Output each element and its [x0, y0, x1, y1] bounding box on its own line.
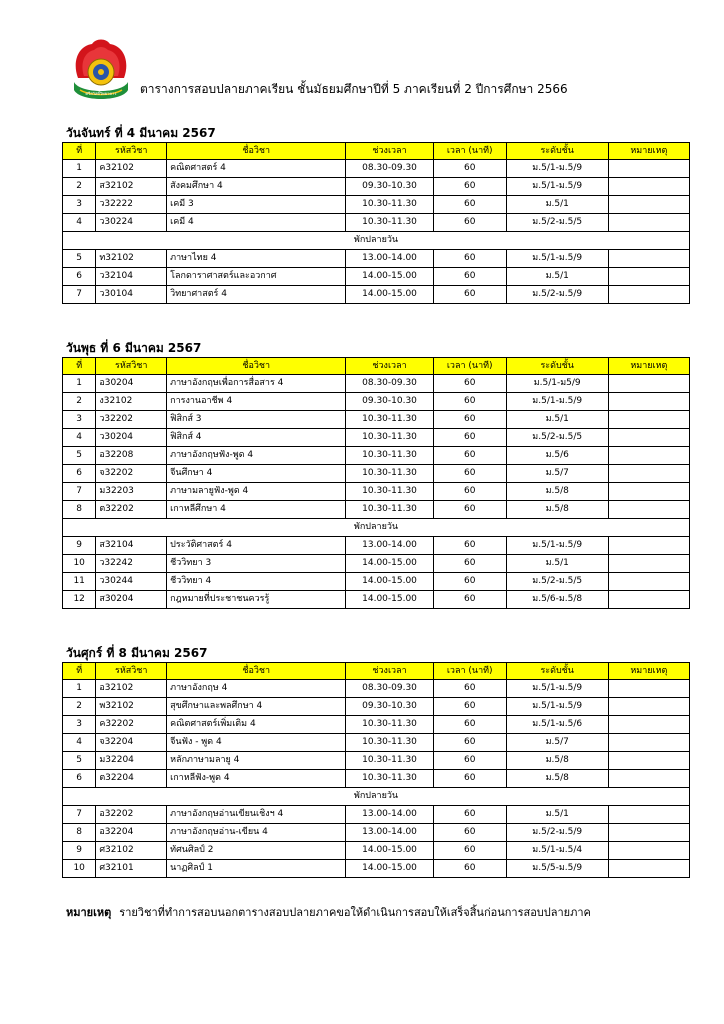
col-no: 2 — [63, 698, 96, 716]
col-minutes: 60 — [433, 483, 506, 501]
col-remark — [608, 178, 689, 196]
school-emblem-icon — [70, 38, 132, 108]
col-no: 3 — [63, 411, 96, 429]
col-remark — [608, 465, 689, 483]
col-level: ม.5/1-ม.5/4 — [506, 842, 608, 860]
col-time: 14.00-15.00 — [346, 573, 433, 591]
col-no: 7 — [63, 286, 96, 304]
col-level: ม.5/5-ม.5/9 — [506, 860, 608, 878]
col-name: เคมี 3 — [167, 196, 346, 214]
col-remark — [608, 806, 689, 824]
col-name: ประวัติศาสตร์ 4 — [167, 537, 346, 555]
col-code: ว32222 — [96, 196, 167, 214]
col-level: ม.5/1-ม.5/6 — [506, 716, 608, 734]
col-minutes: 60 — [433, 752, 506, 770]
col-time: 14.00-15.00 — [346, 555, 433, 573]
day-heading: วันจันทร์ ที่ 4 มีนาคม 2567 — [66, 126, 216, 140]
col-no: 5 — [63, 250, 96, 268]
break-label: พักปลายวัน — [63, 232, 690, 250]
table-row — [63, 286, 690, 304]
col-name: วิทยาศาสตร์ 4 — [167, 286, 346, 304]
col-no: 4 — [63, 734, 96, 752]
break-row — [63, 232, 690, 250]
col-name: การงานอาชีพ 4 — [167, 393, 346, 411]
col-remark — [608, 393, 689, 411]
day-section-wednesday — [62, 339, 690, 609]
col-no: 9 — [63, 537, 96, 555]
col-time: 09.30-10.30 — [346, 393, 433, 411]
table-row — [63, 734, 690, 752]
col-no: 10 — [63, 555, 96, 573]
column-header-code: รหัสวิชา — [96, 143, 167, 160]
col-code: ว32104 — [96, 268, 167, 286]
col-code: พ32102 — [96, 698, 167, 716]
table-row — [63, 573, 690, 591]
column-header-name: ชื่อวิชา — [167, 143, 346, 160]
table-row — [63, 375, 690, 393]
table-row — [63, 483, 690, 501]
col-remark — [608, 860, 689, 878]
column-header-code: รหัสวิชา — [96, 663, 167, 680]
col-code: ส30204 — [96, 591, 167, 609]
col-remark — [608, 591, 689, 609]
column-header-minutes: เวลา (นาที) — [433, 663, 506, 680]
column-header-no: ที่ — [63, 663, 96, 680]
col-remark — [608, 411, 689, 429]
col-remark — [608, 680, 689, 698]
column-header-remark: หมายเหตุ — [608, 663, 689, 680]
col-minutes: 60 — [433, 680, 506, 698]
col-time: 10.30-11.30 — [346, 483, 433, 501]
table-header-row — [63, 143, 690, 160]
col-level: ม.5/1-ม.5/9 — [506, 698, 608, 716]
col-level: ม.5/1-ม.5/9 — [506, 393, 608, 411]
col-no: 7 — [63, 483, 96, 501]
col-remark — [608, 842, 689, 860]
col-minutes: 60 — [433, 555, 506, 573]
col-minutes: 60 — [433, 447, 506, 465]
col-name: เกาหลีฟัง-พูด 4 — [167, 770, 346, 788]
exam-table — [62, 357, 690, 609]
footer-note-label: หมายเหตุ — [66, 906, 112, 919]
col-no: 11 — [63, 573, 96, 591]
footer-note — [66, 903, 591, 921]
table-row — [63, 555, 690, 573]
col-minutes: 60 — [433, 698, 506, 716]
col-level: ม.5/2-ม.5/5 — [506, 429, 608, 447]
table-header-row — [63, 358, 690, 375]
col-time: 14.00-15.00 — [346, 591, 433, 609]
col-minutes: 60 — [433, 393, 506, 411]
col-level: ม.5/8 — [506, 483, 608, 501]
column-header-remark: หมายเหตุ — [608, 143, 689, 160]
col-minutes: 60 — [433, 429, 506, 447]
col-no: 1 — [63, 160, 96, 178]
col-level: ม.5/6-ม.5/8 — [506, 591, 608, 609]
col-time: 10.30-11.30 — [346, 214, 433, 232]
col-code: อ32202 — [96, 806, 167, 824]
col-time: 10.30-11.30 — [346, 770, 433, 788]
col-time: 13.00-14.00 — [346, 250, 433, 268]
col-name: ภาษาอังกฤษอ่านเขียนเชิงฯ 4 — [167, 806, 346, 824]
col-level: ม.5/1 — [506, 411, 608, 429]
col-time: 10.30-11.30 — [346, 447, 433, 465]
col-time: 10.30-11.30 — [346, 429, 433, 447]
col-time: 08.30-09.30 — [346, 160, 433, 178]
col-minutes: 60 — [433, 860, 506, 878]
col-level: ม.5/7 — [506, 465, 608, 483]
col-no: 8 — [63, 501, 96, 519]
col-minutes: 60 — [433, 250, 506, 268]
col-name: ภาษาอังกฤษอ่าน-เขียน 4 — [167, 824, 346, 842]
col-no: 1 — [63, 680, 96, 698]
col-name: กฎหมายที่ประชาชนควรรู้ — [167, 591, 346, 609]
col-time: 10.30-11.30 — [346, 411, 433, 429]
table-row — [63, 411, 690, 429]
col-code: ศ32102 — [96, 842, 167, 860]
exam-table — [62, 142, 690, 304]
column-header-time: ช่วงเวลา — [346, 663, 433, 680]
col-no: 10 — [63, 860, 96, 878]
col-minutes: 60 — [433, 537, 506, 555]
table-row — [63, 196, 690, 214]
col-remark — [608, 698, 689, 716]
table-row — [63, 501, 690, 519]
table-row — [63, 393, 690, 411]
col-code: อ30204 — [96, 375, 167, 393]
col-minutes: 60 — [433, 501, 506, 519]
column-header-code: รหัสวิชา — [96, 358, 167, 375]
col-name: โลกดาราศาสตร์และอวกาศ — [167, 268, 346, 286]
col-level: ม.5/1-ม.5/9 — [506, 178, 608, 196]
col-code: ว32202 — [96, 411, 167, 429]
col-level: ม.5/2-ม.5/9 — [506, 824, 608, 842]
col-time: 10.30-11.30 — [346, 196, 433, 214]
col-no: 4 — [63, 429, 96, 447]
column-header-time: ช่วงเวลา — [346, 358, 433, 375]
column-header-name: ชื่อวิชา — [167, 358, 346, 375]
col-no: 3 — [63, 196, 96, 214]
break-row — [63, 519, 690, 537]
col-code: จ32204 — [96, 734, 167, 752]
col-remark — [608, 734, 689, 752]
table-row — [63, 698, 690, 716]
col-level: ม.5/8 — [506, 501, 608, 519]
col-name: ภาษาอังกฤษ 4 — [167, 680, 346, 698]
table-row — [63, 160, 690, 178]
col-minutes: 60 — [433, 375, 506, 393]
logo-text: ศรีสวัสดิ์วิทยาคาร — [85, 91, 117, 96]
column-header-level: ระดับชั้น — [506, 663, 608, 680]
col-no: 4 — [63, 214, 96, 232]
col-code: ง32102 — [96, 393, 167, 411]
col-no: 5 — [63, 447, 96, 465]
footer-note-text: รายวิชาที่ทำการสอบนอกตารางสอบปลายภาคขอให้ดำเนินการสอบให้เสร็จสิ้นก่อนการสอบปลายภาค — [119, 906, 591, 919]
col-level: ม.5/1 — [506, 196, 608, 214]
col-remark — [608, 375, 689, 393]
col-time: 10.30-11.30 — [346, 501, 433, 519]
col-time: 09.30-10.30 — [346, 178, 433, 196]
table-row — [63, 447, 690, 465]
table-row — [63, 752, 690, 770]
col-no: 5 — [63, 752, 96, 770]
col-name: ฟิสิกส์ 3 — [167, 411, 346, 429]
col-time: 14.00-15.00 — [346, 286, 433, 304]
table-row — [63, 806, 690, 824]
table-row — [63, 842, 690, 860]
col-code: อ32204 — [96, 824, 167, 842]
col-remark — [608, 555, 689, 573]
col-minutes: 60 — [433, 178, 506, 196]
table-row — [63, 465, 690, 483]
col-no: 6 — [63, 268, 96, 286]
col-remark — [608, 429, 689, 447]
col-code: อ32208 — [96, 447, 167, 465]
col-code: ม32204 — [96, 752, 167, 770]
col-name: นาฏศิลป์ 1 — [167, 860, 346, 878]
column-header-no: ที่ — [63, 358, 96, 375]
col-no: 8 — [63, 824, 96, 842]
day-heading: วันพุธ ที่ 6 มีนาคม 2567 — [66, 341, 202, 355]
table-row — [63, 178, 690, 196]
col-time: 13.00-14.00 — [346, 824, 433, 842]
col-name: เคมี 4 — [167, 214, 346, 232]
col-level: ม.5/2-ม.5/5 — [506, 214, 608, 232]
col-minutes: 60 — [433, 770, 506, 788]
col-name: สังคมศึกษา 4 — [167, 178, 346, 196]
col-remark — [608, 501, 689, 519]
col-remark — [608, 160, 689, 178]
table-row — [63, 680, 690, 698]
col-code: ม32203 — [96, 483, 167, 501]
col-level: ม.5/1-ม.5/9 — [506, 537, 608, 555]
col-no: 3 — [63, 716, 96, 734]
col-level: ม.5/1-ม.5/9 — [506, 250, 608, 268]
exam-table — [62, 662, 690, 878]
col-remark — [608, 752, 689, 770]
col-remark — [608, 196, 689, 214]
table-row — [63, 268, 690, 286]
col-remark — [608, 537, 689, 555]
table-row — [63, 591, 690, 609]
col-name: คณิตศาสตร์เพิ่มเติม 4 — [167, 716, 346, 734]
col-remark — [608, 824, 689, 842]
col-minutes: 60 — [433, 268, 506, 286]
col-code: ว30204 — [96, 429, 167, 447]
col-code: อ32102 — [96, 680, 167, 698]
col-no: 6 — [63, 465, 96, 483]
col-level: ม.5/6 — [506, 447, 608, 465]
col-time: 08.30-09.30 — [346, 680, 433, 698]
col-no: 1 — [63, 375, 96, 393]
col-remark — [608, 250, 689, 268]
table-row — [63, 860, 690, 878]
table-row — [63, 214, 690, 232]
break-label: พักปลายวัน — [63, 519, 690, 537]
col-time: 13.00-14.00 — [346, 537, 433, 555]
col-minutes: 60 — [433, 842, 506, 860]
col-name: ภาษาอังกฤษเพื่อการสื่อสาร 4 — [167, 375, 346, 393]
col-name: ฟิสิกส์ 4 — [167, 429, 346, 447]
break-row — [63, 788, 690, 806]
col-level: ม.5/2-ม.5/5 — [506, 573, 608, 591]
col-minutes: 60 — [433, 591, 506, 609]
col-time: 10.30-11.30 — [346, 752, 433, 770]
col-level: ม.5/1 — [506, 555, 608, 573]
column-header-time: ช่วงเวลา — [346, 143, 433, 160]
col-no: 2 — [63, 178, 96, 196]
col-time: 10.30-11.30 — [346, 465, 433, 483]
col-code: ท32102 — [96, 250, 167, 268]
col-remark — [608, 268, 689, 286]
day-section-monday — [62, 124, 690, 304]
col-code: ว30104 — [96, 286, 167, 304]
col-code: ค32202 — [96, 716, 167, 734]
col-time: 10.30-11.30 — [346, 734, 433, 752]
col-minutes: 60 — [433, 734, 506, 752]
col-minutes: 60 — [433, 806, 506, 824]
col-name: ชีววิทยา 3 — [167, 555, 346, 573]
col-minutes: 60 — [433, 160, 506, 178]
column-header-minutes: เวลา (นาที) — [433, 358, 506, 375]
col-code: ว32242 — [96, 555, 167, 573]
col-code: จ32202 — [96, 465, 167, 483]
col-no: 12 — [63, 591, 96, 609]
col-name: ภาษาไทย 4 — [167, 250, 346, 268]
col-name: คณิตศาสตร์ 4 — [167, 160, 346, 178]
col-level: ม.5/1-ม.5/9 — [506, 680, 608, 698]
col-remark — [608, 573, 689, 591]
table-row — [63, 537, 690, 555]
table-row — [63, 824, 690, 842]
col-time: 10.30-11.30 — [346, 716, 433, 734]
col-name: เกาหลีศึกษา 4 — [167, 501, 346, 519]
column-header-level: ระดับชั้น — [506, 358, 608, 375]
col-name: หลักภาษามลายู 4 — [167, 752, 346, 770]
day-heading: วันศุกร์ ที่ 8 มีนาคม 2567 — [66, 646, 208, 660]
table-header-row — [63, 663, 690, 680]
col-code: ส32102 — [96, 178, 167, 196]
column-header-no: ที่ — [63, 143, 96, 160]
col-minutes: 60 — [433, 573, 506, 591]
col-minutes: 60 — [433, 411, 506, 429]
table-row — [63, 429, 690, 447]
col-code: ค32102 — [96, 160, 167, 178]
col-time: 14.00-15.00 — [346, 842, 433, 860]
col-time: 14.00-15.00 — [346, 860, 433, 878]
table-row — [63, 716, 690, 734]
col-code: ว30224 — [96, 214, 167, 232]
col-name: จีนศึกษา 4 — [167, 465, 346, 483]
col-name: ภาษามลายูฟัง-พูด 4 — [167, 483, 346, 501]
col-time: 13.00-14.00 — [346, 806, 433, 824]
col-no: 9 — [63, 842, 96, 860]
col-level: ม.5/1-ม.5/9 — [506, 160, 608, 178]
day-section-friday — [62, 644, 690, 878]
column-header-name: ชื่อวิชา — [167, 663, 346, 680]
col-level: ม.5/2-ม.5/9 — [506, 286, 608, 304]
col-no: 6 — [63, 770, 96, 788]
col-minutes: 60 — [433, 824, 506, 842]
col-remark — [608, 214, 689, 232]
col-level: ม.5/1 — [506, 268, 608, 286]
col-name: ภาษาอังกฤษฟัง-พูด 4 — [167, 447, 346, 465]
col-code: ต32202 — [96, 501, 167, 519]
table-row — [63, 250, 690, 268]
col-time: 14.00-15.00 — [346, 268, 433, 286]
col-minutes: 60 — [433, 286, 506, 304]
col-remark — [608, 770, 689, 788]
col-code: ต32204 — [96, 770, 167, 788]
col-time: 09.30-10.30 — [346, 698, 433, 716]
col-remark — [608, 286, 689, 304]
column-header-level: ระดับชั้น — [506, 143, 608, 160]
table-row — [63, 770, 690, 788]
col-minutes: 60 — [433, 214, 506, 232]
break-label: พักปลายวัน — [63, 788, 690, 806]
document-title: ตารางการสอบปลายภาคเรียน ชั้นมัธยมศึกษาปีที่ 5 ภาคเรียนที่ 2 ปีการศึกษา 2566 — [140, 82, 568, 96]
col-no: 2 — [63, 393, 96, 411]
col-code: ศ32101 — [96, 860, 167, 878]
col-name: ชีววิทยา 4 — [167, 573, 346, 591]
col-level: ม.5/7 — [506, 734, 608, 752]
col-level: ม.5/8 — [506, 770, 608, 788]
col-minutes: 60 — [433, 716, 506, 734]
column-header-remark: หมายเหตุ — [608, 358, 689, 375]
col-code: ส32104 — [96, 537, 167, 555]
col-remark — [608, 483, 689, 501]
col-minutes: 60 — [433, 196, 506, 214]
col-no: 7 — [63, 806, 96, 824]
col-remark — [608, 447, 689, 465]
col-level: ม.5/1 — [506, 806, 608, 824]
col-level: ม.5/1-ม5/9 — [506, 375, 608, 393]
col-code: ว30244 — [96, 573, 167, 591]
col-name: สุขศึกษาและพลศึกษา 4 — [167, 698, 346, 716]
col-name: ทัศนศิลป์ 2 — [167, 842, 346, 860]
column-header-minutes: เวลา (นาที) — [433, 143, 506, 160]
col-level: ม.5/8 — [506, 752, 608, 770]
col-name: จีนฟัง - พูด 4 — [167, 734, 346, 752]
col-time: 08.30-09.30 — [346, 375, 433, 393]
col-remark — [608, 716, 689, 734]
col-minutes: 60 — [433, 465, 506, 483]
